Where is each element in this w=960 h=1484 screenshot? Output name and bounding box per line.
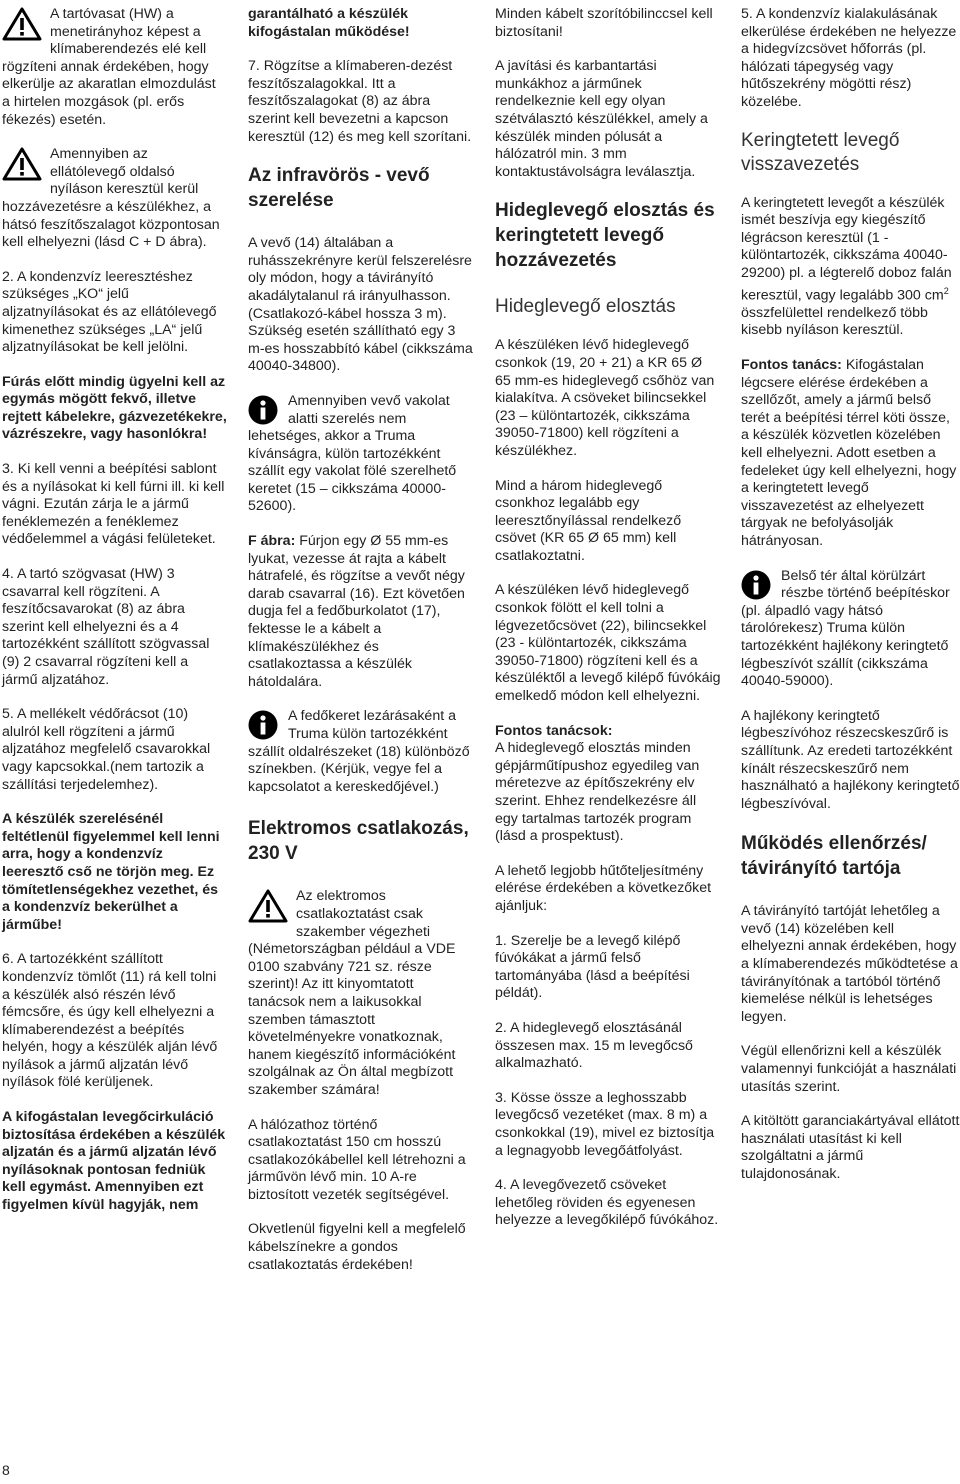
info-icon [248, 710, 278, 740]
repair-text: A javítási és karbantartási munkákhoz a járműnek rendelkeznie kell egy olyan szétválasztó készülékkel, amely a készülék minden pólusát a hálózatról min. 3 mm kontaktustávolságra leválasztja. [495, 58, 708, 180]
column-1 [2, 6, 227, 1215]
tips-label: Fontos tanácsok: [495, 722, 613, 739]
tips-text [495, 723, 721, 846]
list-item: 1. Szerelje be a levegő kilépő fúvókákat a jármű felső tartományába (lásd a beépítési példát). [495, 932, 690, 1002]
cold-air-text-1: A készüléken lévő hideglevegő csonkok (19, 20 + 21) a KR 65 Ø 65 mm-es hideglevegő csőhöz van kialakítva. A csöveket bilincsekkel (23 – különtartozék, cikkszáma 39050-71800) kell rögzíteni a készülékhez. [495, 337, 715, 459]
step-6: 6. A tartozékként szállított kondenzvíz tömlőt (11) rá kell tolni a készülék alsó részén lévő fémcsőre, és úgy kell elhelyezni a klímaberendezést a beépítés helyén, hogy a készülék alján lévő nyílások a jármű aljzatán lévő nyílások fölé kerüljenek. [2, 951, 218, 1091]
ir-text: A vevő (14) általában a ruhásszekrényre kerül felszerelésre oly módon, hogy a távirányító akadálytalanul rá irányulhasson. (Csatlakozó-kábel hossza 3 m). Szükség esetén szállítható egy 3 m-es hosszabbító kábel (cikkszáma 40040-34800). [248, 235, 473, 375]
subheading-return-air: Keringtetett levegő visszavezetés [741, 129, 900, 175]
continued-text: garantálható a készülék kifogástalan működése! [248, 6, 410, 40]
warning-text: Amennyiben az ellátólevegő oldalsó nyíláson keresztül kerül hozzávezetésre a készülékhez, a hátsó feszítőszalagot központosan kell elhelyezni (lásd C + D ábra). [2, 146, 220, 251]
figure-f-label: F ábra: [248, 533, 296, 550]
list-item: 2. A hideglevegő elosztásánál összesen max. 15 m levegőcső alkalmazható. [495, 1019, 693, 1072]
page-number: 8 [2, 1462, 10, 1478]
list-item: 4. A levegővezető csöveket lehetőleg röviden és egyenesen helyezze a levegőkilépő fúvókához. [495, 1177, 719, 1229]
info-note [248, 708, 474, 796]
step-2: 2. A kondenzvíz leeresztéshez szükséges „KO“ jelű aljzatnyílásokat és az ellátólevegő kimenethez szükséges „LA“ jelű aljzatnyílásokat be kell jelölni. [2, 268, 217, 356]
air-circulation-warning: A kifogástalan levegőcirkuláció biztosítása érdekében a készülék aljzatán és a jármű aljzatán lévő nyílásoknak pontosan fedniük kell egymást. Amennyiben ezt figyelmen kívül hagyják, nem [2, 1109, 226, 1214]
cold-air-text-3: A készüléken lévő hideglevegő csonkok fölött el kell tolni a légvezetőcsövet (22), bilincsekkel (23 - különtartozék, cikkszáma 39050-71800) rögzíteni kell és a készüléktől a levegő kilépő fúvókáig emelkedő módon kell elhelyezni. [495, 582, 721, 705]
info-text: Belső tér által körülzárt részbe történő beépítéskor (pl. álpadló vagy hátsó tárolórekesz) Truma külön tartozékként hajlékony keringtető légbeszívót szállít (cikkszáma 40040-59000). [741, 567, 950, 690]
list-item: 3. Kösse össze a leghosszabb levegőcső vezetéket (max. 8 m) a csonkokkal (19), mivel ez biztosítja a legnagyobb levegőátfolyást. [495, 1089, 715, 1159]
warning-text: Az elektromos csatlakoztatást csak szakember végezheti (Németországban például a VDE 0100 szabvány 721 sz. része szerint)! Az itt kinyomtatott tanácsok nem a laikusokkal szemben támasztott követelményekre vonatkoznak, hanem kiegészítő információként szolgálnak az Ön által megbízott szakember számára! [248, 888, 456, 1098]
info-icon [741, 570, 771, 600]
drilling-warning: Fúrás előtt mindig ügyelni kell az egymás mögött fekvő, illetve rejtett kábelekre, gázvezetékekre, vázrészekre, vagy hasonlókra! [2, 373, 227, 443]
info-icon [248, 395, 278, 425]
cold-air-text-2: Mind a három hideglevegő csonkhoz legalább egy leeresztőnyílással rendelkező csövet (KR 65 Ø 65 mm) kell csatlakoztatni. [495, 477, 682, 564]
info-text: Amennyiben vevő vakolat alatti szerelés nem lehetséges, akkor a Truma kívánságra, külön tartozékként szállít egy vakolat fölé szerelhető keretet (15 – cikkszáma 40000-52600). [248, 392, 457, 515]
column-2 [248, 6, 474, 1274]
step-7: 7. Rögzítse a klímaberen-dezést feszítőszalagokkal. Itt a feszítőszalagokat (8) az ábra szerint kell bevezetni a kapcson keresztül (12) és meg kell szorítani. [248, 58, 472, 145]
best-performance-text: A lehető legjobb hűtőteljesítmény elérése érdekében a következőket ajánljuk: [495, 862, 712, 914]
tip-label: Fontos tanács: [741, 357, 842, 374]
column-3 [495, 6, 721, 1230]
function-check-text: Végül ellenőrizni kell a készülék valamennyi funkcióját a használati utasítás szerint. [741, 1043, 957, 1095]
figure-f-body: Fúrjon egy Ø 55 mm-es lyukat, vezesse át rajta a kábelt hátrafelé, és rögzítse a vevőt négy darab csavarral (16). Ezt követően dugja fel a fedőburkolatot (17), fektesse le a kábelt a klímakészülékhez és csatlakoztassa a készülék hátoldalára. [248, 533, 465, 690]
section-heading-cold-air: Hideglevegő elosztás és keringtetett levegő hozzávezetés [495, 200, 715, 272]
section-heading-function-check: Működés ellenőrzés/ távirányító tartója [741, 833, 927, 880]
list-item: 5. A kondenzvíz kialakulásának elkerülése érdekében ne helyezze a hidegvízcsövet hőforrás (pl. hálózati tápegység vagy hűtőszekrény mögötti rész) közelébe. [741, 6, 957, 110]
figure-f-text [248, 533, 474, 691]
tip-body: Kifogástalan légcsere elérése érdekében a szellőzőt, amely a jármű belső terét a beépítési térrel köti össze, a készülék közvetlen közelében kell elhelyezni. Adott esetben a fedeleket úgy kell elhelyezni, hogy a keringtetett levegő visszavezetést az elhelyezett tárgyak ne befolyásolják hátrányosan. [741, 357, 957, 549]
step-5: 5. A mellékelt védőrácsot (10) alulról kell rögzíteni a jármű aljzatához megfelelő csavarokkal vagy kapcsokkal.(nem tartozik a szállítási terjedelemhez). [2, 706, 211, 793]
strain-relief-text: Minden kábelt szorítóbilinccsel kell biztosítani! [495, 6, 713, 40]
warning-note [2, 6, 227, 129]
cable-colour-text: Okvetlenül figyelni kell a megfelelő kábelszínekre a gondos csatlakoztatás érdekében! [248, 1221, 466, 1273]
return-air-text: A keringtetett levegőt a készülék ismét beszívja egy kiegészítő légrácson keresztül (1 - különtartozék, cikkszáma 40040-29200) pl. a légterelő doboz falán keresztül, vagy legalább 300 $cm^2$ összfelülettel rendelkező több kisebb nyíláson keresztül. [741, 194, 952, 339]
warranty-text: A kitöltött garanciakártyával ellátott használati utasítást ki kell szolgáltatni a jármű tulajdonosának. [741, 1113, 960, 1183]
info-note [741, 568, 960, 691]
section-heading-ir: Az infravörös - vevő szerelése [248, 165, 430, 212]
warning-note [248, 888, 474, 1099]
info-text: A fedőkeret lezárásaként a Truma külön tartozékként szállít oldalrészeket (18) különböző színekben. (Kérjük, vegye fel a kapcsolatot a kereskedőjével.) [248, 708, 470, 795]
warning-note [2, 146, 227, 252]
warning-text: A tartóvasat (HW) a menetirányhoz képest a klímaberendezés elé kell rögzíteni annak érdekében, hogy elkerülje az akaratlan elmozdulást a hirtelen mozgások (pl. erős fékezés) esetén. [2, 6, 216, 128]
info-note [248, 393, 474, 516]
step-4: 4. A tartó szögvasat (HW) 3 csavarral kell rögzíteni. A feszítőcsavarokat (8) az ábra szerint kell elhelyezni és a 4 tartozékként szállított szögvassal (9) 2 csavarral rögzíteni kell a jármű aljzatához. [2, 566, 210, 688]
warning-triangle-icon [2, 7, 42, 41]
tips-body: A hideglevegő elosztás minden gépjárműtípushoz egyedileg van méretezve az építőszekrény elv szerint. Ehhez rendelkezésre áll egy tartalmas tartozék program (lásd a prospektust). [495, 740, 700, 845]
condensate-warning: A készülék szerelésénél feltétlenül figyelemmel kell lenni arra, hogy a kondenzvíz leeresztő cső ne törjön meg. Ez tömítetlenségekhez vezethet, és a kondenzvíz bekerülhet a járműbe! [2, 811, 220, 933]
mains-connection-text: A hálózathoz történő csatlakoztatást 150 cm hosszú csatlakozókábellel kell létrehozni a járművön lévő min. 10 A-re biztosított vezeték segítségével. [248, 1116, 466, 1203]
important-tip [741, 357, 960, 551]
warning-triangle-icon [2, 147, 42, 181]
flexible-intake-text: A hajlékony keringtető légbeszívóhoz részecskeszűrő is szállítunk. Az eredeti tartozékként kínált részecskeszűrő nem használható a hajlékony keringtető légbeszívóval. [741, 707, 960, 812]
step-3: 3. Ki kell venni a beépítési sablont és a nyílásokat ki kell fúrni ill. ki kell vágni. Ezután zárja le a jármű fenéklemezén a fenéklemez védőelemmel a vágási felületeket. [2, 461, 225, 548]
section-heading-electrical: Elektromos csatlakozás, 230 V [248, 818, 469, 865]
warning-triangle-icon [248, 889, 288, 923]
remote-holder-text: A távirányító tartóját lehetőleg a vevő (14) közelében kell elhelyezni annak érdekében, hogy a klímaberendezés működtetése a távirányítónak a tartóból történő kiemelése nélkül is lehetséges legyen. [741, 903, 958, 1025]
column-4 [741, 6, 960, 1184]
subheading-cold-air: Hideglevegő elosztás [495, 296, 676, 318]
